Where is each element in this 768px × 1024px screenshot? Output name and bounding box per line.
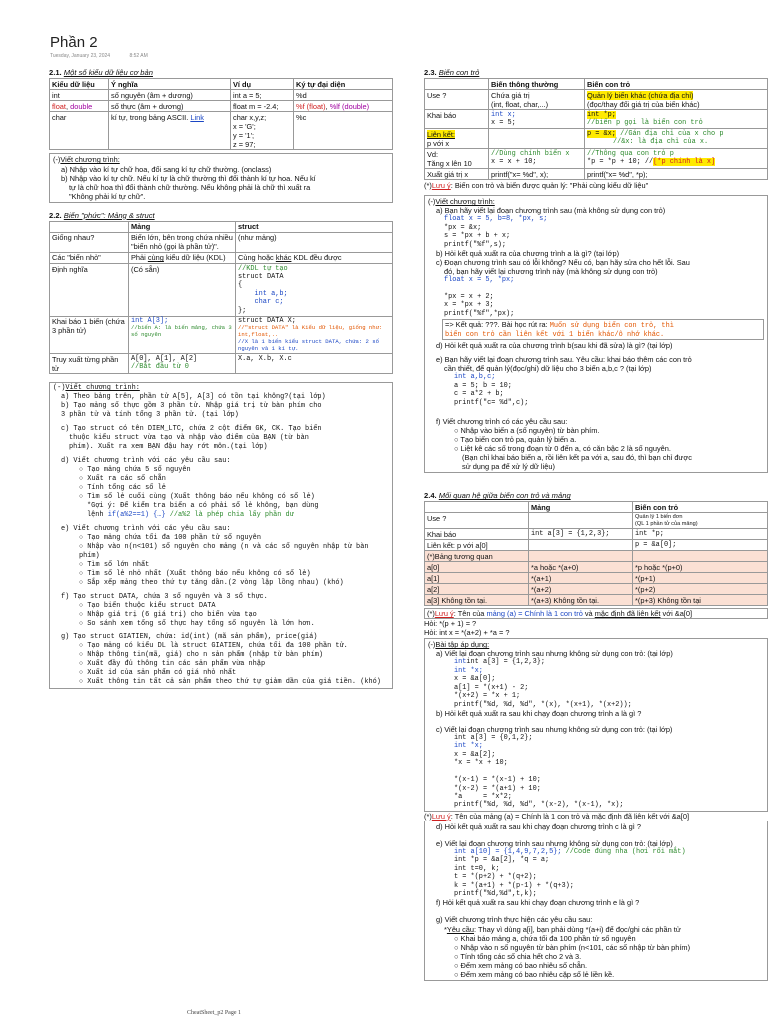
- table-header-row: [425, 502, 768, 513]
- table-cell: int a = 5;: [231, 90, 294, 101]
- text: KDL đều được: [291, 253, 342, 263]
- table-row: [425, 573, 768, 584]
- exercise-item: g) Tạo struct GIATIEN, chứa: id(int) (mã sản phẩm), price(giá): [61, 633, 318, 642]
- exercise-box-2-4b: [424, 821, 768, 981]
- exercise-item: c) Tạo struct có tên DIEM_LTC, chứa 2 cột điểm GK, CK. Tạo biến: [61, 425, 322, 434]
- exercise-item: d) Hỏi kết quả xuất ra của chương trình b(sau khi đã sửa) là gì? (tại lớp): [436, 341, 673, 351]
- table-cell: số nguyên (âm + dương): [109, 90, 231, 101]
- code-line: x = 'G';: [233, 121, 256, 131]
- list-item: ○ Nhập thông tin(mã, giá) cho n sản phẩm (nhập từ bàn phím): [79, 651, 323, 660]
- table-header-row: [425, 79, 768, 90]
- table-cell: *(a+3) Không tồn tại.: [529, 595, 633, 606]
- code-block: int a,b,c; a = 5; b = 10; c = a*2 + b; printf("c= %d",c);: [454, 373, 529, 407]
- table-cell: [489, 129, 585, 149]
- code-line: };: [238, 306, 247, 315]
- table-cell: float m = -2.4;: [231, 101, 294, 112]
- table-row: [50, 316, 393, 354]
- right-column: [424, 65, 768, 981]
- text-emphasis: cùng: [147, 253, 164, 263]
- code-comment: //Bắt đầu từ 0: [131, 363, 189, 372]
- table-cell: Quản lý biến khác (chứa địa chỉ) (đọc/thay đổi giá trị của biến khác): [585, 90, 768, 110]
- section-number: 2.3.: [424, 68, 437, 77]
- table-row: [425, 90, 768, 110]
- table-cell: int: [50, 90, 109, 101]
- header-cell: Mảng: [529, 502, 633, 513]
- question-line: Hỏi: *(p + 1) = ?: [424, 619, 477, 629]
- code-line: A[0], A[1], A[2]: [131, 354, 198, 363]
- table-cell: char: [50, 112, 109, 150]
- section-number: 2.1.: [49, 68, 62, 77]
- table-cell: a[2]: [425, 584, 529, 595]
- exercise-box-2-2: [49, 382, 393, 689]
- table-row: [425, 529, 768, 540]
- table-row: [425, 551, 768, 562]
- page-title: Phần 2: [50, 34, 98, 51]
- table-cell: [529, 513, 633, 529]
- header-cell: [50, 221, 129, 232]
- separator: ,: [65, 101, 71, 111]
- table-row: [425, 149, 768, 169]
- exercise-title: [53, 155, 389, 164]
- table-cell: Liên kết: p với x: [425, 129, 489, 149]
- exercise-item: e) Bạn hãy viết lại đoạn chương trình sau. Yêu cầu: khai báo thêm các con trỏ: [436, 355, 692, 365]
- code-line: y = '1';: [233, 130, 255, 140]
- basic-types-table: [49, 78, 393, 150]
- header-cell: struct: [236, 221, 393, 232]
- table-cell: a[1]: [425, 573, 529, 584]
- table-cell: p = &a[0];: [633, 540, 768, 551]
- exercise-item: f) Viết chương trình có các yêu cầu sau:: [436, 416, 568, 426]
- table-cell: [129, 316, 236, 354]
- table-cell: *(p+3) Không tồn tại: [633, 595, 768, 606]
- header-cell: [425, 502, 529, 513]
- question-line: Hỏi: int x = *(a+2) + *a = ?: [424, 628, 510, 638]
- table-header-row: [50, 79, 393, 90]
- list-item: ○ Tạo mảng có kiểu DL là struct GIATIEN, chứa tối đa 100 phần tử.: [79, 642, 348, 651]
- table-row: [425, 110, 768, 129]
- table-cell: *(p+1): [633, 573, 768, 584]
- code-line: char x,y,z;: [233, 112, 267, 122]
- table-cell: Biến lớn, bên trong chứa nhiều "biến nhỏ (gọi là phần tử)".: [129, 232, 236, 252]
- table-cell: [129, 354, 236, 374]
- table-row: [50, 112, 393, 150]
- code-block: int a[10] = {1,4,9,7,2,5}; //Code đúng nha (hơi rối mắt) int *p = &a[2], *q = a; int t=0, k; t = *(p+2) + *(q+2); k = *(a+1) + *(p-1) + *(q+3); printf("%d,%d",t,k);: [454, 847, 686, 899]
- code-comment: //KDL tự tạo: [238, 264, 288, 273]
- code-line: int a,b;: [238, 289, 288, 298]
- table-cell: [129, 252, 236, 263]
- table-cell: *(a+1): [529, 573, 633, 584]
- section-title: Một số kiểu dữ liệu cơ bản: [63, 68, 153, 77]
- header-cell: Ví dụ: [231, 79, 294, 90]
- table-cell: Liên kết: p với a[0]: [425, 540, 529, 551]
- table-cell: Quản lý 1 biến đơn (QL 1 phần tử của mảng): [633, 513, 768, 529]
- exercise-item: c) Đoạn chương trình sau có lỗi không? Nếu có, bạn hãy sửa cho hết lỗi. Sau: [436, 258, 690, 268]
- text: kiểu dữ liệu (KDL): [163, 253, 226, 263]
- table-cell: Khai báo: [425, 529, 529, 540]
- table-cell: *p hoặc *(p+0): [633, 562, 768, 573]
- code-comment: //X là 1 biến kiểu struct DATA, chứa: 2 số nguyên và 1 kí tự.: [238, 338, 379, 352]
- code-line: z = 97;: [233, 139, 256, 149]
- list-item: ○ Xuất ra các số chẵn: [79, 474, 166, 483]
- exercise-item: b) Nhập vào kí tự chữ. Nếu kí tự là chữ thường thì đổi thành kí tự hoa. Nếu kí: [61, 173, 316, 183]
- code-block: int a[3] = {0,1,2}; int *x; x = &a[2]; *x = *x + 10; *(x-1) = *(x-1) + 10; *(x-2) = *(a+1) + 10; *a = *x*2; printf("%d, %d, %d", *(x-2), *(x-1), *x);: [454, 734, 624, 810]
- code-comment: //biến A: là biến mảng, chứa 3 số nguyên: [131, 324, 232, 339]
- table-cell: Khai báo 1 biến (chứa 3 phần tử): [50, 316, 129, 354]
- header-cell: Ký tự đại diện: [294, 79, 393, 90]
- page-footer: CheatSheet_p2 Page 1: [187, 1010, 241, 1016]
- exercise-title: [53, 384, 389, 393]
- table-cell: Vd: Tăng x lên 10: [425, 149, 489, 169]
- exercise-item: a) Viết lại đoạn chương trình sau nhưng không sử dụng con trỏ: (tại lớp): [436, 649, 673, 659]
- table-cell: int x; x = 5;: [489, 110, 585, 129]
- header-cell: Kiểu dữ liệu: [50, 79, 109, 90]
- table-cell: (Có sẵn): [129, 264, 236, 317]
- table-row: [50, 90, 393, 101]
- table-row: [425, 129, 768, 149]
- table-cell: a[3] Không tồn tại.: [425, 595, 529, 606]
- table-cell: *(p+2): [633, 584, 768, 595]
- code-line: int A[3];: [131, 317, 169, 326]
- exercise-item: đó, bạn hãy viết lại chương trình này (mà không sử dụng con trỏ): [444, 267, 658, 277]
- exercise-item: a) Bạn hãy viết lại đoạn chương trình sau (mà không sử dụng con trỏ): [436, 206, 666, 216]
- list-item: ○ Nhập vào n số nguyên từ bàn phím (n<101, các số nhập từ bàn phím): [454, 942, 691, 952]
- pointer-table: [424, 78, 768, 180]
- code-line: char c;: [238, 298, 284, 307]
- exercise-title: (-)Bài tập áp dụng:: [428, 640, 490, 650]
- exercise-box-2-4: [424, 638, 768, 811]
- header-cell: [425, 79, 489, 90]
- table-cell: %d: [294, 90, 393, 101]
- table-cell: //Thông qua con trỏ p *p = *p + 10; //[*p chính là x]: [585, 149, 768, 169]
- table-cell: [236, 252, 393, 263]
- note-line: (Bạn chỉ khai báo biến a, rồi liên kết pa với a, sau đó, thì bạn chỉ được: [462, 453, 692, 463]
- table-cell: [236, 316, 393, 354]
- code-block: float x = 5, b=8, *px, s; *px = &x; s = *px + b + x; printf("%f",s);: [444, 215, 548, 249]
- table-cell: Chứa giá trị (int, float, char,...): [489, 90, 585, 110]
- header-cell: Ý nghĩa: [109, 79, 231, 90]
- table-cell: int *p;: [633, 529, 768, 540]
- list-item: ○ Liệt kê các số trong đoạn từ 0 đến a, có căn bậc 2 là số nguyên.: [454, 444, 671, 454]
- type-float: float: [52, 101, 66, 111]
- table-row: [50, 354, 393, 374]
- exercise-box-2-1: [49, 153, 393, 202]
- exercise-item: e) Viết lại đoạn chương trình sau nhưng không sử dụng con trỏ: (tại lớp): [436, 838, 673, 848]
- list-item: ○ Đếm xem mảng có bao nhiêu số chẵn.: [454, 960, 588, 970]
- exercise-item: a) Theo bảng trên, phần tử A[5], A[3] có tồn tại không?(tại lớp): [61, 393, 326, 402]
- text: Phải: [131, 253, 148, 263]
- array-struct-table: [49, 221, 393, 374]
- list-item: ○ Xuất id của sản phẩm có giá nhỏ nhất: [79, 669, 237, 678]
- code-block: float x = 5, *px; *px = x + 2; x = *px + 3; printf("%f",*px);: [444, 276, 515, 318]
- section-2-4-heading: [424, 491, 768, 500]
- table-cell: [294, 101, 393, 112]
- header-cell: Biến thông thường: [489, 79, 585, 90]
- table-row: [50, 264, 393, 317]
- section-2-2-heading: [49, 211, 393, 220]
- header-cell: Mảng: [129, 221, 236, 232]
- code-line: struct DATA: [238, 272, 284, 281]
- exercise-item: tự là chữ hoa thì đổi thành chữ thường. Nếu không phải là chữ thì xuất ra: [69, 182, 311, 192]
- page-date: Tuesday, January 23, 2024: [50, 53, 111, 59]
- exercise-item: e) Viết chương trình với các yêu cầu sau:: [61, 524, 231, 533]
- table-cell: int *p; //biến p gọi là biến con trỏ: [585, 110, 768, 129]
- exercise-item: c) Viết lại đoạn chương trình sau nhưng không sử dụng con trỏ: (tại lớp): [436, 724, 673, 734]
- array-pointer-table: [424, 501, 768, 606]
- exercise-item: a) Nhập vào kí tự chữ hoa, đổi sang kí tự chữ thường. (onclass): [61, 164, 272, 174]
- section-title: Biến "phức": Mảng & struct: [63, 210, 155, 220]
- table-cell: (như mảng): [236, 232, 393, 252]
- page-time: 8:52 AM: [129, 53, 148, 59]
- exercise-item: f) Hỏi kết quả xuất ra sau khi chạy đoạn chương trình e là gì ?: [436, 898, 640, 908]
- code-line: struct DATA X;: [238, 317, 296, 326]
- table-cell: printf("x= %d", *p);: [585, 169, 768, 180]
- table-cell: [633, 551, 768, 562]
- header-cell: Biến con trỏ: [633, 502, 768, 513]
- exercise-title-text: Viết chương trình:: [60, 155, 120, 165]
- table-cell: [529, 551, 633, 562]
- ascii-link[interactable]: Link: [190, 112, 204, 122]
- table-cell: Use ?: [425, 513, 529, 529]
- fmt-double: %lf (double): [329, 101, 370, 111]
- bullet: (-): [53, 155, 61, 165]
- table-row: [425, 513, 768, 529]
- list-item: ○ Tìm số lẻ nhỏ nhất (Xuất thông báo nếu không có số lẻ): [79, 569, 311, 578]
- list-item: ○ Tạo mảng chứa tối đa 100 phần tử số nguyên: [79, 533, 261, 542]
- table-row: [50, 252, 393, 263]
- table-cell: Khai báo: [425, 110, 489, 129]
- table-cell: (*)Bảng tương quan: [425, 551, 529, 562]
- list-item: ○ Nhập vào biến a (số nguyên) từ bàn phím.: [454, 425, 600, 435]
- table-cell: %c: [294, 112, 393, 150]
- list-item: ○ Tạo mảng chứa 5 số nguyên: [79, 466, 191, 475]
- list-item: ○ Tính tổng các số lẻ: [79, 483, 166, 492]
- text-emphasis: khác: [275, 253, 292, 263]
- code-line: {: [238, 281, 243, 290]
- table-cell: p = &x; //Gán địa chỉ của x cho p //&x: là địa chỉ của x.: [585, 129, 768, 149]
- table-cell: [231, 112, 294, 150]
- lesson-box: => Kết quả: ???. Bài học rút ra: Muốn sử dụng biến con trỏ, thì biến con trỏ cần liên kết với 1 biến khác/ô nhớ khác.: [442, 319, 764, 340]
- list-item: ○ Tạo biến thuộc kiểu struct DATA: [79, 601, 216, 610]
- exercise-item: thuộc kiểu struct vừa tạo và nhập vào điểm của BẠN (từ bàn: [69, 434, 309, 443]
- table-cell: Định nghĩa: [50, 264, 129, 317]
- table-cell: [109, 112, 231, 150]
- table-cell: [529, 540, 633, 551]
- exercise-item: f) Tạo struct DATA, chứa 3 số nguyên và 3 số thực.: [61, 592, 268, 601]
- table-cell: int a[3] = {1,2,3};: [529, 529, 633, 540]
- list-item: ○ Tìm số lớn nhất: [79, 560, 150, 569]
- array-note: (*)Lưu ý: Tên của mảng (a) = Chính là 1 con trỏ và mặc định đã liên kết với &a[0]: [424, 608, 768, 619]
- list-item: ○ Nhập vào n(n<101) số nguyên cho mảng (n và các số nguyên nhập từ bàn phím): [79, 542, 369, 560]
- exercise-item: b) Tạo mảng số thực gồm 3 phần tử. Nhập giá trị từ bàn phím cho: [61, 402, 322, 411]
- exercise-item: g) Viết chương trình thực hiện các yêu cầu sau:: [436, 915, 593, 925]
- table-cell: *a hoặc *(a+0): [529, 562, 633, 573]
- exercise-box-2-3: [424, 195, 768, 473]
- requirement-line: *Yêu cầu: Thay vì dùng a[i], bạn phải dùng *(a+i) để đọc/ghi các phần tử: [444, 924, 681, 934]
- list-item: ○ Khai báo mảng a, chứa tối đa 100 phần tử số nguyên: [454, 933, 636, 943]
- exercise-item: b) Hỏi kết quả xuất ra sau khi chạy đoạn chương trình a là gì ?: [436, 708, 642, 718]
- table-cell: Use ?: [425, 90, 489, 110]
- table-row: [425, 169, 768, 180]
- table-cell: a[0]: [425, 562, 529, 573]
- exercise-item: 3 phần tử và tính tổng 3 phần tử. (tại lớp): [61, 411, 239, 420]
- section-number: 2.2.: [49, 210, 62, 220]
- table-cell: [50, 101, 109, 112]
- table-cell: Các "biến nhỏ": [50, 252, 129, 263]
- header-cell: Biến con trỏ: [585, 79, 768, 90]
- list-item: ○ Tính tổng các số chia hết cho 2 và 3.: [454, 951, 582, 961]
- note-line: sử dụng pa để xử lý dữ liệu): [462, 462, 555, 472]
- left-column: [49, 65, 393, 689]
- table-row: [425, 540, 768, 551]
- list-item: ○ Nhập giá trị (6 giá trị) cho biến vừa tạo: [79, 610, 257, 619]
- table-row: [425, 562, 768, 573]
- exercise-title-text: Viết chương trình:: [65, 384, 140, 393]
- section-title: Mối quan hệ giữa biến con trỏ và mảng: [438, 491, 571, 501]
- list-item: ○ So sánh xem tổng số thực hay tổng số nguyên là lớn hơn.: [79, 619, 315, 628]
- list-item: ○ Tạo biến con trỏ pa, quản lý biến a.: [454, 435, 577, 445]
- table-cell: //Dùng chính biến x x = x + 10;: [489, 149, 585, 169]
- table-cell: Truy xuất từng phần tử: [50, 354, 129, 374]
- separator: ,: [325, 101, 330, 111]
- table-row: [50, 101, 393, 112]
- exercise-item: d) Hỏi kết quả xuất ra sau khi chạy đoạn chương trình c là gì ?: [436, 821, 641, 831]
- table-cell: Xuất giá trị x: [425, 169, 489, 180]
- type-double: double: [70, 101, 93, 111]
- list-item: ○ Xuất thông tin tất cả sản phẩm theo thứ tự giảm dần của giá tiền. (khó): [79, 678, 381, 687]
- section-2-3-heading: [424, 68, 768, 77]
- list-item: ○ Xuất đầy đủ thông tin các sản phẩm vừa nhập: [79, 660, 266, 669]
- page-datetime: [50, 53, 166, 59]
- section-title: Biến con trỏ: [438, 68, 480, 77]
- list-item: ○ Sắp xếp mảng theo thứ tự tăng dần.(2 vòng lặp lồng nhau) (khó): [79, 578, 344, 587]
- bullet: (-): [53, 384, 66, 393]
- hint-line: *Gợi ý: Để kiểm tra biến a có phải số lẻ không, bạn dùng: [87, 501, 319, 510]
- meaning-text: kí tự, trong bảng ASCII.: [111, 112, 189, 122]
- exercise-item: d) Viết chương trình với các yêu cầu sau:: [61, 457, 231, 466]
- struct-definition-code: [236, 264, 393, 317]
- table-cell: printf("x= %d", x);: [489, 169, 585, 180]
- hint-line: lệnh if(a%2==1) {…} //a%2 là phép chia lấy phần dư: [87, 510, 294, 519]
- table-row: [425, 595, 768, 606]
- list-item: ○ Tìm số lẻ cuối cùng (Xuất thông báo nếu không có số lẻ): [79, 492, 315, 501]
- table-row: [50, 232, 393, 252]
- exercise-item: "Không phải kí tự chữ".: [69, 191, 146, 201]
- exercise-item: phím). Xuất ra xem BẠN đậu hay rớt môn.(tại lớp): [69, 443, 268, 452]
- table-cell: X.a, X.b, X.c: [236, 354, 393, 374]
- table-cell: Giống nhau?: [50, 232, 129, 252]
- code-comment: //"struct DATA" là Kiểu dữ liệu, giống như: int,float,..: [238, 324, 383, 339]
- exercise-item: b) Hỏi kết quả xuất ra của chương trình a là gì? (tại lớp): [436, 249, 620, 259]
- code-block: intint a[3] = {1,2,3}; int *x; x = &a[0]; a[1] = *(x+1) - 2; *(x+2) = *x + 1; printf("%d, %d, %d", *(x), *(x+1), *(x+2));: [454, 658, 632, 709]
- section-number: 2.4.: [424, 491, 437, 501]
- section-2-1-heading: [49, 68, 393, 77]
- table-header-row: [50, 221, 393, 232]
- list-item: ○ Đếm xem mảng có bao nhiêu cặp số lẻ liền kề.: [454, 969, 615, 979]
- pointer-note-2: (*)Lưu ý: Tên của mảng (a) = Chính là 1 con trỏ và mặc định đã liên kết với &a[0]: [424, 811, 689, 821]
- exercise-title: (-)Viết chương trình:: [428, 197, 495, 207]
- table-cell: số thực (âm + dương): [109, 101, 231, 112]
- fmt-float: %f (float): [296, 101, 326, 111]
- text: Cùng hoặc: [238, 253, 276, 263]
- table-cell: *(a+2): [529, 584, 633, 595]
- pointer-note: (*)Lưu ý: Biến con trỏ và biến được quản lý: "Phải cùng kiểu dữ liệu": [424, 181, 649, 191]
- table-row: [425, 584, 768, 595]
- exercise-item: cần thiết, để quản lý(đọc/ghi) dữ liệu cho 3 biến a,b,c ? (tại lớp): [444, 364, 652, 374]
